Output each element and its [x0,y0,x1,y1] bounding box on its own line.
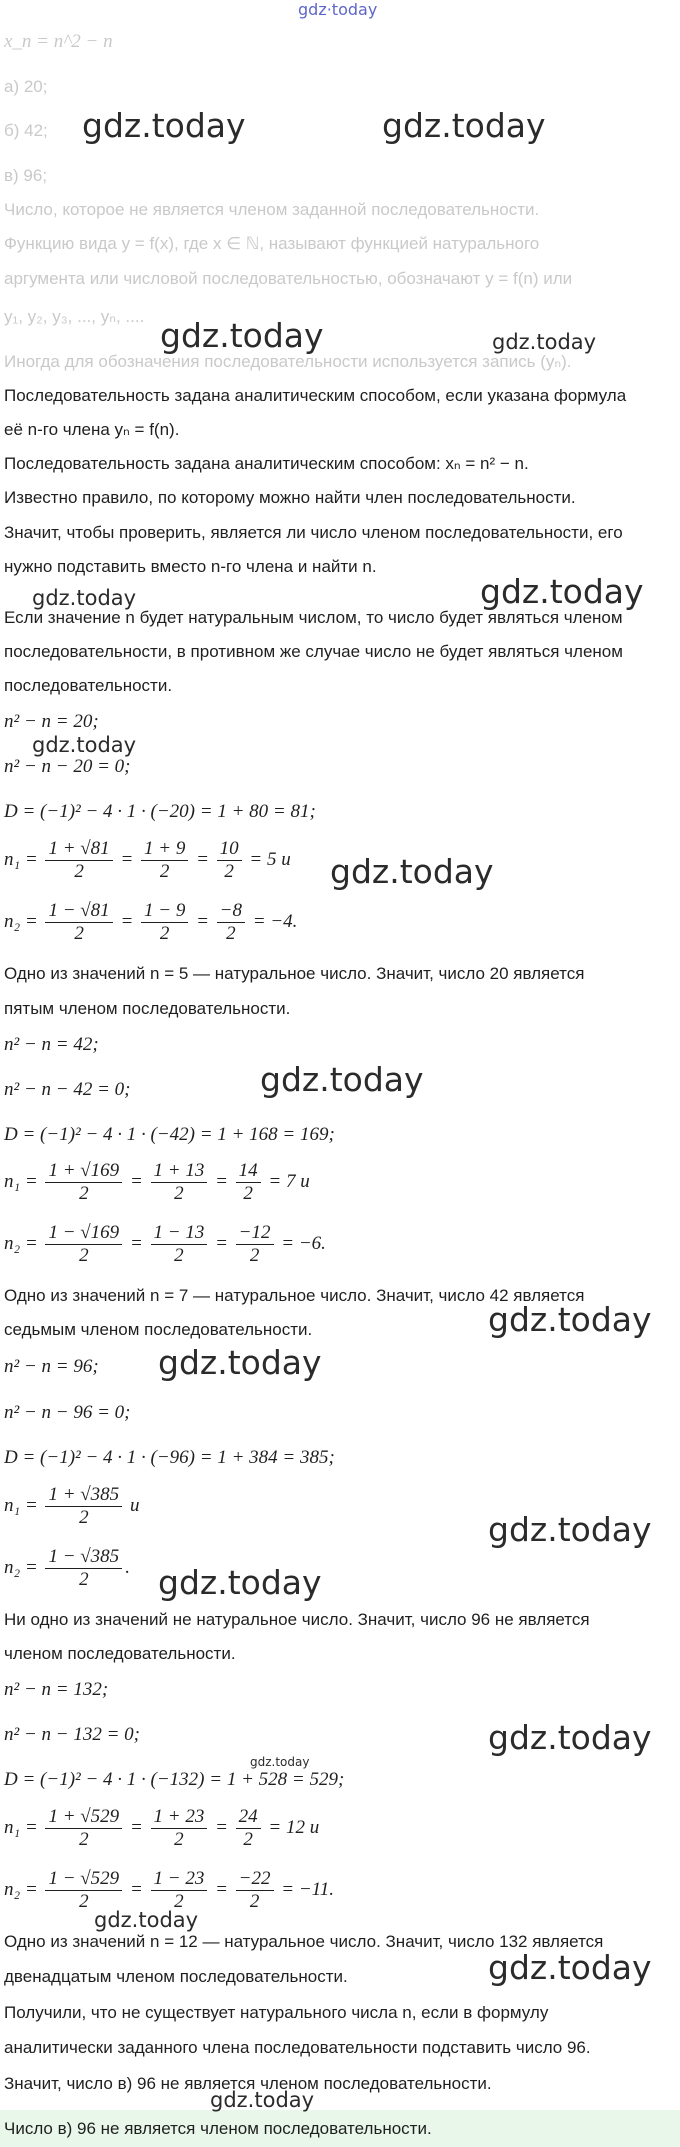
faded-theory: y₁, y₂, y₃, ..., yₙ, .... [4,307,145,326]
faded-option-c: в) 96; [4,166,48,185]
watermark: gdz.today [160,316,324,355]
paragraph: Ни одно из значений не натуральное число. Значит, число 96 не является [4,1610,590,1629]
paragraph: Известно правило, по которому можно найти член последовательности. [4,488,576,507]
equation: n² − n − 96 = 0; [4,1402,131,1423]
watermark: gdz.today [488,1510,652,1549]
watermark: gdz.today [382,106,546,145]
paragraph: Если значение n будет натуральным числом, то число будет являться членом [4,608,623,627]
root-n1: n₁ = $\frac{1 + √169}{2}$ = $\frac{1 + 13}{2}$ = $\frac{14}{2}$ = 7 и [4,1160,310,1204]
root-n2: n₂ = $\frac{1 - √169}{2}$ = $\frac{1 - 13}{2}$ = $\frac{-12}{2}$ = −6. [4,1222,326,1266]
watermark: gdz·today [298,0,378,19]
equation: n² − n − 42 = 0; [4,1079,131,1100]
paragraph: Одно из значений n = 7 — натуральное число. Значит, число 42 является [4,1286,585,1305]
paragraph: пятым членом последовательности. [4,999,291,1018]
answer-box [0,2110,680,2147]
discriminant: D = (−1)² − 4 · 1 · (−96) = 1 + 384 = 385; [4,1447,335,1468]
discriminant: D = (−1)² − 4 · 1 · (−42) = 1 + 168 = 169; [4,1124,335,1145]
paragraph: Одно из значений n = 12 — натуральное число. Значит, число 132 является [4,1932,604,1951]
paragraph: Последовательность задана аналитическим способом: xₙ = n² − n. [4,454,529,473]
watermark: gdz.today [330,852,494,891]
root-n2: n₂ = $\frac{1 - √81}{2}$ = $\frac{1 - 9}{2}$ = $\frac{-8}{2}$ = −4. [4,900,298,944]
root-n1: n₁ = $\frac{1 + √81}{2}$ = $\frac{1 + 9}{2}$ = $\frac{10}{2}$ = 5 и [4,838,291,882]
watermark: gdz.today [82,106,246,145]
faded-formula: x_n = n^2 − n [4,31,113,52]
equation: n² − n = 20; [4,711,99,732]
watermark: gdz.today [210,2088,315,2112]
answer-text: Число в) 96 не является членом последовательности. [4,2119,432,2138]
equation: n² − n = 42; [4,1034,99,1055]
root-n1: n₁ = $\frac{1 + √529}{2}$ = $\frac{1 + 23}{2}$ = $\frac{24}{2}$ = 12 и [4,1806,320,1850]
faded-question: Число, которое не является членом заданной последовательности. [4,200,540,219]
paragraph: членом последовательности. [4,1644,236,1663]
watermark: gdz.today [158,1343,322,1382]
watermark: gdz.today [260,1060,424,1099]
faded-option-a: а) 20; [4,77,48,96]
faded-option-b: б) 42; [4,121,48,140]
watermark: gdz.today [488,1300,652,1339]
watermark: gdz.today [488,1948,652,1987]
paragraph: последовательности, в противном же случае число не будет являться членом [4,642,623,661]
watermark: gdz.today [250,1755,310,1769]
discriminant: D = (−1)² − 4 · 1 · (−20) = 1 + 80 = 81; [4,801,316,822]
paragraph: последовательности. [4,676,173,695]
paragraph: аналитически заданного члена последовательности подставить число 96. [4,2038,591,2057]
paragraph: двенадцатым членом последовательности. [4,1967,348,1986]
watermark: gdz.today [492,330,597,354]
root-n1: n₁ = $\frac{1 + √385}{2}$ и [4,1484,140,1528]
faded-theory: аргумента или числовой последовательностью, обозначают y = f(n) или [4,269,573,288]
equation: n² − n = 96; [4,1356,99,1377]
root-n2: n₂ = $\frac{1 - √385}{2}$ . [4,1546,130,1590]
discriminant: D = (−1)² − 4 · 1 · (−132) = 1 + 528 = 529; [4,1769,345,1790]
faded-theory: Функцию вида y = f(x), где x ∈ ℕ, называют функцией натурального [4,234,540,253]
watermark: gdz.today [94,1908,199,1932]
paragraph: Последовательность задана аналитическим способом, если указана формула [4,386,627,405]
faded-theory: Иногда для обозначения последовательности используется запись (yₙ). [4,352,572,371]
paragraph: Одно из значений n = 5 — натуральное число. Значит, число 20 является [4,964,585,983]
watermark: gdz.today [32,733,137,757]
watermark: gdz.today [158,1563,322,1602]
root-n2: n₂ = $\frac{1 - √529}{2}$ = $\frac{1 - 23}{2}$ = $\frac{-22}{2}$ = −11. [4,1868,334,1912]
paragraph: Значит, число в) 96 не является членом последовательности. [4,2074,492,2093]
watermark: gdz.today [488,1718,652,1757]
watermark: gdz.today [32,586,137,610]
equation: n² − n − 20 = 0; [4,756,131,777]
equation: n² − n = 132; [4,1679,109,1700]
paragraph: Получили, что не существует натурального числа n, если в формулу [4,2003,549,2022]
paragraph: седьмым членом последовательности. [4,1320,313,1339]
paragraph: нужно подставить вместо n-го члена и найти n. [4,557,377,576]
paragraph: Значит, чтобы проверить, является ли число членом последовательности, его [4,523,623,542]
paragraph: её n-го члена yₙ = f(n). [4,420,180,439]
equation: n² − n − 132 = 0; [4,1724,140,1745]
watermark: gdz.today [480,572,644,611]
